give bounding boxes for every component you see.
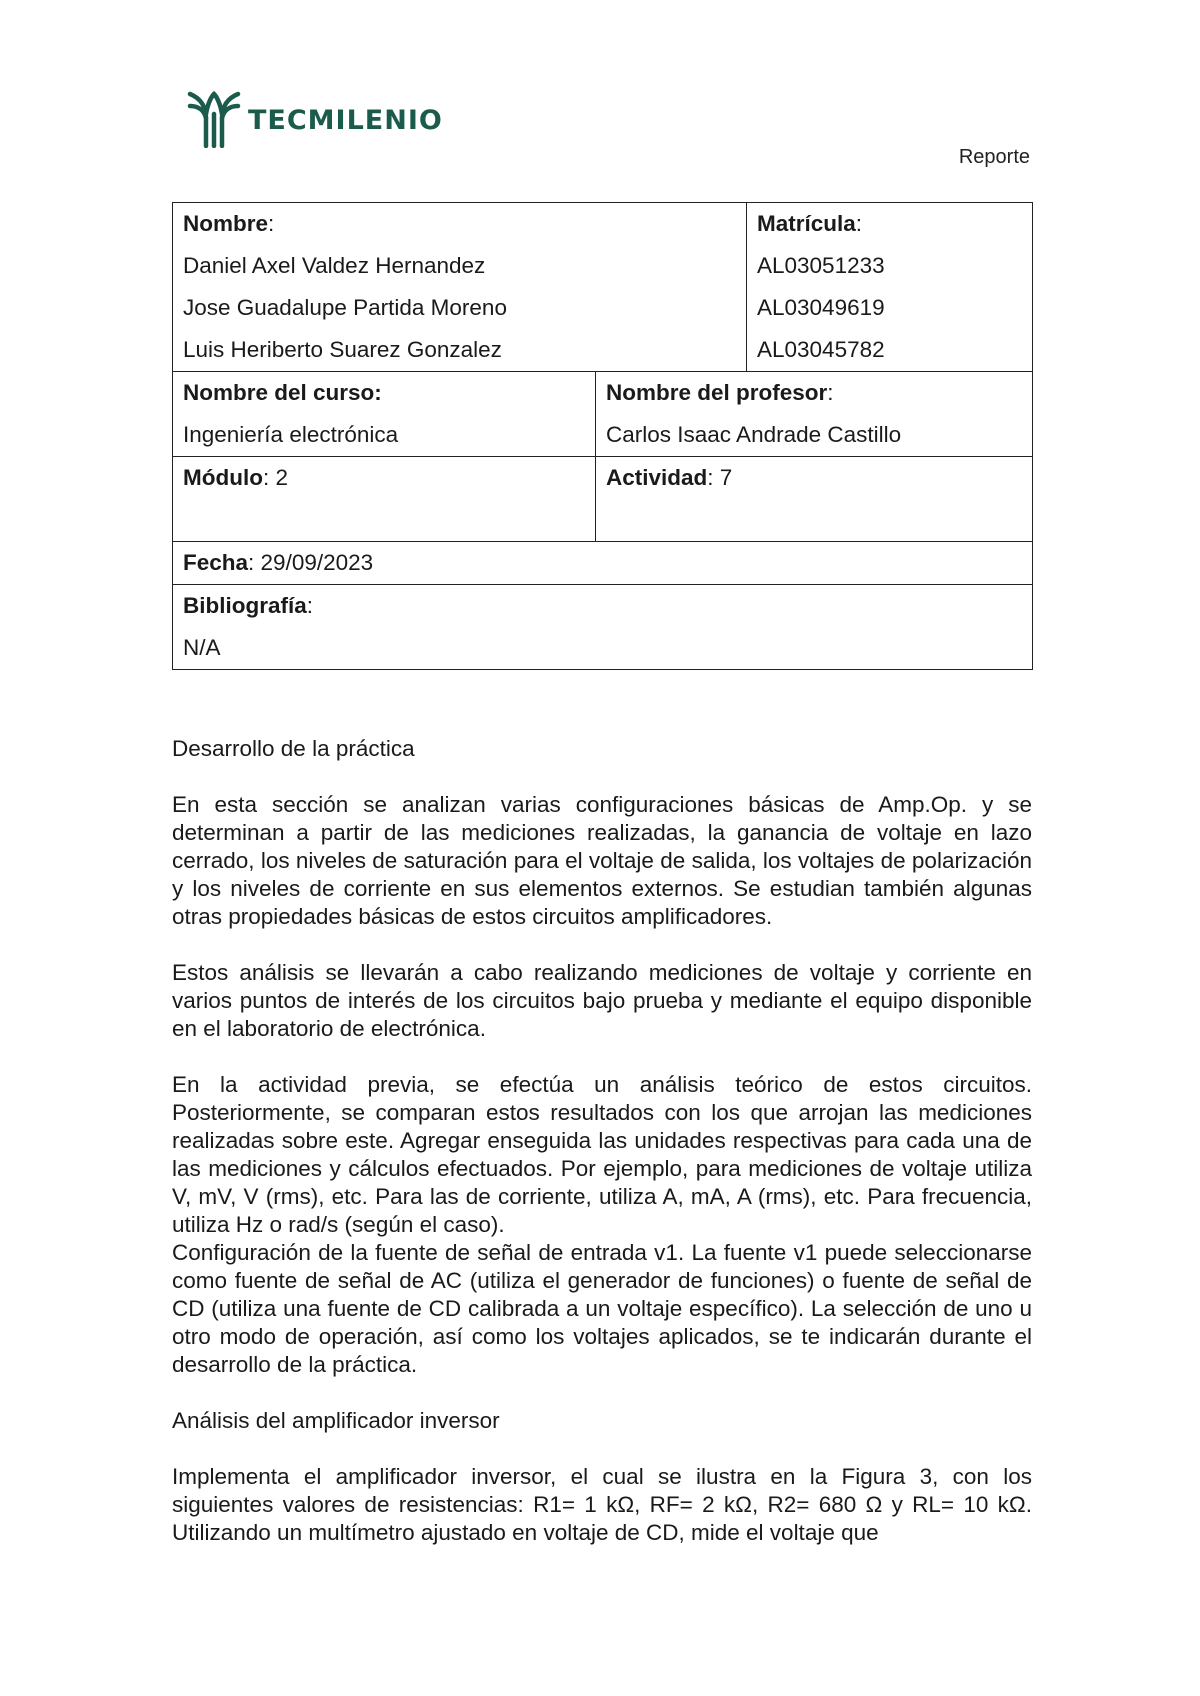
- paragraph: Configuración de la fuente de señal de entrada v1. La fuente v1 puede seleccionarse como fuente de señal de AC (utiliza el generador de funciones) o fuente de señal de CD (utiliza una fuente de CD calibrada a un voltaje específico). La selección de uno u otro modo de operación, así como los voltajes aplicados, se te indicarán durante el desarrollo de la práctica.: [172, 1240, 1032, 1377]
- fecha-cell: Fecha: 29/09/2023: [173, 542, 1033, 585]
- section-heading: Análisis del amplificador inversor: [172, 1408, 500, 1433]
- nombre-label: Nombre: [183, 211, 269, 236]
- student-id: AL03049619: [757, 295, 885, 320]
- paragraph: En la actividad previa, se efectúa un análisis teórico de estos circuitos. Posteriormente, se comparan estos resultados con los que arrojan las mediciones realizadas sobre este. Agregar enseguida las unidades respectivas para cada una de las mediciones y cálculos efectuados. Por ejemplo, para mediciones de voltaje utiliza V, mV, V (rms), etc. Para las de corriente, utiliza A, mA, A (rms), etc. Para frecuencia, utiliza Hz o rad/s (según el caso).: [172, 1072, 1032, 1237]
- curso-value: Ingeniería electrónica: [183, 422, 399, 447]
- course-row: [173, 372, 1033, 457]
- profesor-cell: Nombre del profesor: Carlos Isaac Andrade Castillo: [596, 372, 1033, 457]
- students-row: [173, 203, 1033, 372]
- student-name: Luis Heriberto Suarez Gonzalez: [183, 337, 502, 362]
- paragraph: En esta sección se analizan varias configuraciones básicas de Amp.Op. y se determinan a partir de las mediciones realizadas, la ganancia de voltaje en lazo cerrado, los niveles de saturación para el voltaje de salida, los voltajes de polarización y los niveles de corriente en sus elementos externos. Se estudian también algunas otras propiedades básicas de estos circuitos amplificadores.: [172, 792, 1032, 929]
- date-row: [173, 542, 1033, 585]
- student-id: AL03045782: [757, 337, 885, 362]
- bibliografia-cell: Bibliografía: N/A: [173, 585, 1033, 670]
- modulo-value: 2: [275, 465, 289, 490]
- paragraph: Estos análisis se llevarán a cabo realizando mediciones de voltaje y corriente en varios puntos de interés de los circuitos bajo prueba y mediante el equipo disponible en el laboratorio de electrónica.: [172, 960, 1032, 1041]
- curso-cell: [173, 372, 596, 457]
- bibliografia-value: N/A: [183, 635, 221, 660]
- matricula-label: Matrícula: [757, 211, 856, 236]
- actividad-value: 7: [719, 465, 733, 490]
- info-table: [172, 202, 1033, 670]
- profesor-label: Nombre del profesor: [606, 380, 828, 405]
- matricula-cell: Matrícula: AL03051233 AL03049619 AL03045782: [747, 203, 1033, 372]
- fecha-label: Fecha: [183, 550, 249, 575]
- fecha-value: 29/09/2023: [260, 550, 374, 575]
- module-row: [173, 457, 1033, 542]
- modulo-label: Módulo: [183, 465, 263, 490]
- profesor-value: Carlos Isaac Andrade Castillo: [606, 422, 902, 447]
- actividad-cell: Actividad: 7: [596, 457, 1033, 542]
- student-name: Jose Guadalupe Partida Moreno: [183, 295, 507, 320]
- actividad-label: Actividad: [606, 465, 708, 490]
- names-cell: Nombre: Daniel Axel Valdez Hernandez Jose Guadalupe Partida Moreno Luis Heriberto Suarez Gonzalez: [173, 203, 747, 372]
- tecmilenio-logo: [186, 90, 443, 148]
- modulo-cell: Módulo: 2: [173, 457, 596, 542]
- tecmilenio-logo-icon: [186, 90, 242, 148]
- student-name: Daniel Axel Valdez Hernandez: [183, 253, 486, 278]
- bibliography-row: [173, 585, 1033, 670]
- paragraph: Implementa el amplificador inversor, el cual se ilustra en la Figura 3, con los siguientes valores de resistencias: R1= 1 kΩ, RF= 2 kΩ, R2= 680 Ω y RL= 10 kΩ. Utilizando un multímetro ajustado en voltaje de CD, mide el voltaje que: [172, 1464, 1032, 1545]
- bibliografia-label: Bibliografía: [183, 593, 307, 618]
- curso-label: Nombre del curso:: [183, 380, 382, 405]
- document-type-label: Reporte: [958, 146, 1030, 168]
- document-body: [172, 735, 1032, 1547]
- logo-text: TECMILENIO: [248, 104, 443, 136]
- section-heading: Desarrollo de la práctica: [172, 736, 415, 761]
- student-id: AL03051233: [757, 253, 885, 278]
